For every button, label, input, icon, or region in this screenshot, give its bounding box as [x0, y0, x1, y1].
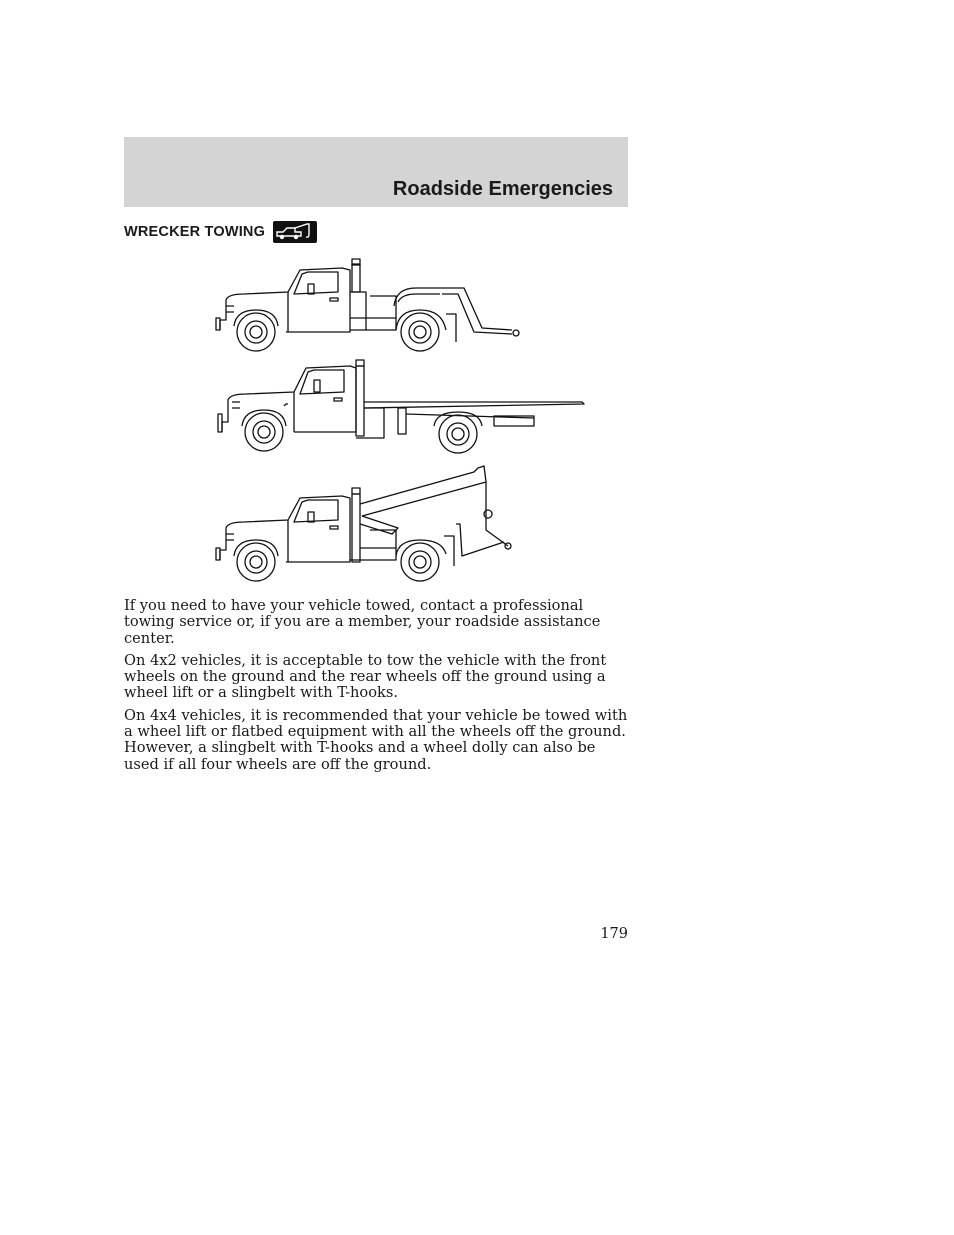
paragraph-4x2-towing: On 4x2 vehicles, it is acceptable to tow the vehicle with the front wheels on the ground and the rear wheels off the ground using a wheel lift or a slingbelt with T-hooks.: [124, 651, 607, 702]
page-title: Roadside Emergencies: [392, 178, 613, 200]
header-band: [124, 137, 628, 207]
page-number: 179: [600, 926, 628, 942]
section-title: WRECKER TOWING: [124, 224, 266, 240]
wheel-lift-truck-illustration: [212, 256, 532, 356]
flatbed-truck-illustration: [214, 356, 594, 456]
paragraph-4x4-towing: On 4x4 vehicles, it is recommended that your vehicle be towed with a wheel lift or flatbed equipment with all the wheels off the ground. However, a slingbelt with T-hooks and a wheel dolly can also be used if all four wheels are off the ground.: [124, 706, 628, 773]
boom-wrecker-truck-illustration: [212, 460, 532, 585]
tow-truck-icon: [273, 221, 317, 243]
paragraph-towing-contact: If you need to have your vehicle towed, contact a professional towing service or, if you are a member, your roadside assistance center.: [124, 597, 601, 647]
body-text: [124, 598, 628, 779]
section-heading: [124, 221, 317, 243]
